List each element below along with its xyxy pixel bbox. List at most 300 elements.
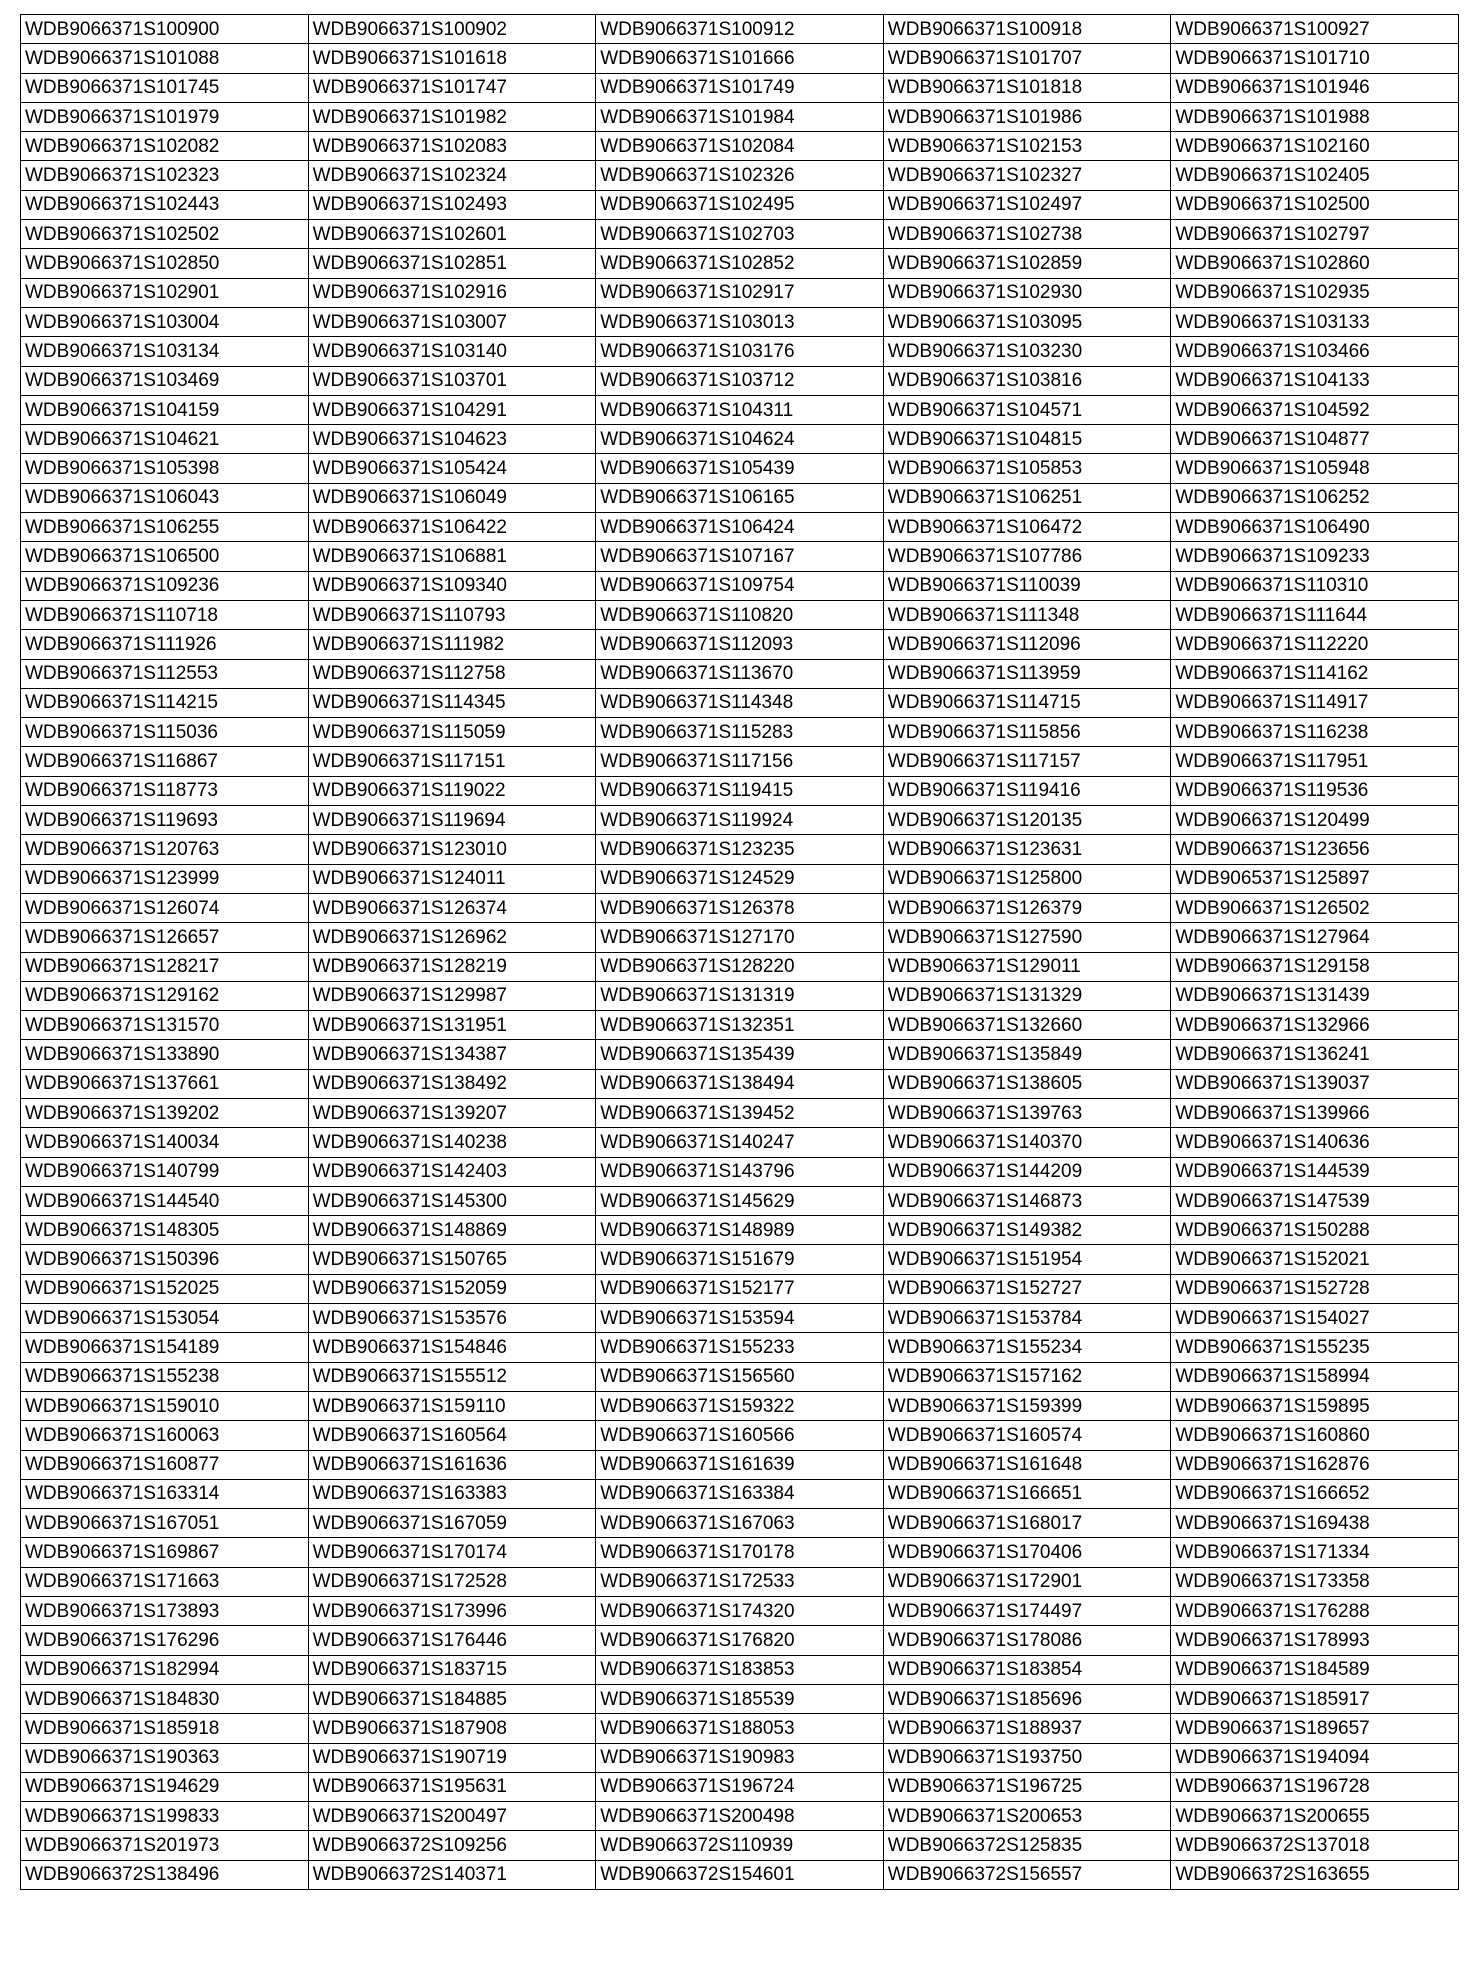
vin-cell: WDB9066371S102324 xyxy=(308,161,596,190)
vin-cell: WDB9066371S104291 xyxy=(308,395,596,424)
table-row xyxy=(21,1802,1459,1831)
vin-cell: WDB9066371S140247 xyxy=(596,1128,884,1157)
vin-cell: WDB9066371S159895 xyxy=(1171,1391,1459,1420)
vin-cell: WDB9066371S103140 xyxy=(308,337,596,366)
table-row xyxy=(21,1421,1459,1450)
vin-cell: WDB9066371S126502 xyxy=(1171,893,1459,922)
vin-cell: WDB9066371S162876 xyxy=(1171,1450,1459,1479)
vin-cell: WDB9066371S187908 xyxy=(308,1714,596,1743)
vin-cell: WDB9066371S106500 xyxy=(21,542,309,571)
vin-cell: WDB9066371S178086 xyxy=(883,1626,1171,1655)
table-row xyxy=(21,1714,1459,1743)
vin-cell: WDB9066371S103712 xyxy=(596,366,884,395)
vin-cell: WDB9066371S139037 xyxy=(1171,1069,1459,1098)
vin-cell: WDB9066371S101986 xyxy=(883,102,1171,131)
vin-cell: WDB9066371S147539 xyxy=(1171,1186,1459,1215)
vin-cell: WDB9066371S110820 xyxy=(596,600,884,629)
table-row xyxy=(21,1069,1459,1098)
table-row xyxy=(21,1304,1459,1333)
vin-cell: WDB9066371S172528 xyxy=(308,1567,596,1596)
vin-cell: WDB9066372S137018 xyxy=(1171,1831,1459,1860)
vin-cell: WDB9066371S160860 xyxy=(1171,1421,1459,1450)
vin-cell: WDB9066371S159399 xyxy=(883,1391,1171,1420)
vin-cell: WDB9066371S106251 xyxy=(883,483,1171,512)
table-row xyxy=(21,44,1459,73)
table-row xyxy=(21,952,1459,981)
vin-cell: WDB9066371S143796 xyxy=(596,1157,884,1186)
vin-cell: WDB9066371S170406 xyxy=(883,1538,1171,1567)
vin-cell: WDB9066371S190983 xyxy=(596,1743,884,1772)
vin-cell: WDB9066371S117156 xyxy=(596,747,884,776)
vin-cell: WDB9066371S107786 xyxy=(883,542,1171,571)
vin-cell: WDB9066371S117157 xyxy=(883,747,1171,776)
vin-cell: WDB9066371S104311 xyxy=(596,395,884,424)
vin-cell: WDB9066371S196728 xyxy=(1171,1772,1459,1801)
vin-cell: WDB9066371S115283 xyxy=(596,718,884,747)
table-row xyxy=(21,1245,1459,1274)
vin-cell: WDB9066371S114917 xyxy=(1171,688,1459,717)
vin-cell: WDB9066371S106490 xyxy=(1171,513,1459,542)
vin-cell: WDB9066371S112758 xyxy=(308,659,596,688)
vin-cell: WDB9066371S105398 xyxy=(21,454,309,483)
vin-cell: WDB9066371S129011 xyxy=(883,952,1171,981)
vin-cell: WDB9066371S183854 xyxy=(883,1655,1171,1684)
vin-cell: WDB9066371S172901 xyxy=(883,1567,1171,1596)
vin-cell: WDB9066371S101982 xyxy=(308,102,596,131)
vin-cell: WDB9066371S183715 xyxy=(308,1655,596,1684)
vin-cell: WDB9066371S113670 xyxy=(596,659,884,688)
vin-cell: WDB9066371S125800 xyxy=(883,864,1171,893)
vin-cell: WDB9066371S102083 xyxy=(308,132,596,161)
vin-cell: WDB9066371S104815 xyxy=(883,425,1171,454)
vin-cell: WDB9066371S152025 xyxy=(21,1274,309,1303)
vin-cell: WDB9066371S140636 xyxy=(1171,1128,1459,1157)
table-row xyxy=(21,278,1459,307)
vin-cell: WDB9066371S152727 xyxy=(883,1274,1171,1303)
vin-cell: WDB9066371S140238 xyxy=(308,1128,596,1157)
vin-cell: WDB9066371S173893 xyxy=(21,1597,309,1626)
table-row xyxy=(21,102,1459,131)
vin-cell: WDB9066371S114162 xyxy=(1171,659,1459,688)
vin-cell: WDB9066371S101818 xyxy=(883,73,1171,102)
vin-cell: WDB9066371S150396 xyxy=(21,1245,309,1274)
vin-cell: WDB9066371S105853 xyxy=(883,454,1171,483)
vin-cell: WDB9066371S140799 xyxy=(21,1157,309,1186)
vin-cell: WDB9066371S102327 xyxy=(883,161,1171,190)
vin-cell: WDB9066371S155512 xyxy=(308,1362,596,1391)
vin-cell: WDB9066371S126378 xyxy=(596,893,884,922)
vin-cell: WDB9066371S123010 xyxy=(308,835,596,864)
vin-cell: WDB9066371S185918 xyxy=(21,1714,309,1743)
vin-cell: WDB9066371S114715 xyxy=(883,688,1171,717)
vin-cell: WDB9066371S139207 xyxy=(308,1098,596,1127)
vin-cell: WDB9066371S119416 xyxy=(883,776,1171,805)
vin-cell: WDB9066371S103004 xyxy=(21,307,309,336)
vin-cell: WDB9066371S104621 xyxy=(21,425,309,454)
vin-cell: WDB9066371S106049 xyxy=(308,483,596,512)
vin-cell: WDB9066371S102738 xyxy=(883,220,1171,249)
vin-cell: WDB9066372S125835 xyxy=(883,1831,1171,1860)
vin-cell: WDB9066371S142403 xyxy=(308,1157,596,1186)
vin-cell: WDB9066371S167059 xyxy=(308,1509,596,1538)
vin-cell: WDB9066371S134387 xyxy=(308,1040,596,1069)
vin-cell: WDB9066371S110039 xyxy=(883,571,1171,600)
vin-cell: WDB9066371S166652 xyxy=(1171,1479,1459,1508)
vin-cell: WDB9066371S102326 xyxy=(596,161,884,190)
vin-cell: WDB9066371S152728 xyxy=(1171,1274,1459,1303)
table-row xyxy=(21,1626,1459,1655)
vin-cell: WDB9066371S102703 xyxy=(596,220,884,249)
table-row xyxy=(21,1772,1459,1801)
vin-cell: WDB9066371S102850 xyxy=(21,249,309,278)
vin-cell: WDB9066371S103134 xyxy=(21,337,309,366)
vin-cell: WDB9066371S102860 xyxy=(1171,249,1459,278)
table-row xyxy=(21,132,1459,161)
vin-cell: WDB9066371S104877 xyxy=(1171,425,1459,454)
vin-cell: WDB9066371S153576 xyxy=(308,1304,596,1333)
vin-cell: WDB9066371S195631 xyxy=(308,1772,596,1801)
vin-cell: WDB9066371S120135 xyxy=(883,806,1171,835)
vin-cell: WDB9066371S160574 xyxy=(883,1421,1171,1450)
vin-cell: WDB9066371S174497 xyxy=(883,1597,1171,1626)
vin-cell: WDB9066371S127590 xyxy=(883,923,1171,952)
vin-cell: WDB9066371S109754 xyxy=(596,571,884,600)
vin-cell: WDB9066371S102323 xyxy=(21,161,309,190)
vin-cell: WDB9066371S127964 xyxy=(1171,923,1459,952)
vin-cell: WDB9066371S132966 xyxy=(1171,1011,1459,1040)
table-row xyxy=(21,1597,1459,1626)
vin-cell: WDB9066371S176820 xyxy=(596,1626,884,1655)
vin-cell: WDB9066371S200498 xyxy=(596,1802,884,1831)
vin-cell: WDB9066371S129162 xyxy=(21,981,309,1010)
vin-cell: WDB9066371S104623 xyxy=(308,425,596,454)
vin-cell: WDB9066371S111348 xyxy=(883,600,1171,629)
vin-cell: WDB9066371S153594 xyxy=(596,1304,884,1333)
vin-cell: WDB9066371S185696 xyxy=(883,1684,1171,1713)
vin-cell: WDB9066371S124011 xyxy=(308,864,596,893)
vin-cell: WDB9066371S102851 xyxy=(308,249,596,278)
vin-cell: WDB9066371S119693 xyxy=(21,806,309,835)
vin-cell: WDB9066371S176296 xyxy=(21,1626,309,1655)
vin-cell: WDB9066371S103816 xyxy=(883,366,1171,395)
vin-cell: WDB9066371S184589 xyxy=(1171,1655,1459,1684)
vin-cell: WDB9066371S131319 xyxy=(596,981,884,1010)
vin-cell: WDB9066371S117151 xyxy=(308,747,596,776)
vin-cell: WDB9066371S105439 xyxy=(596,454,884,483)
vin-cell: WDB9066371S101745 xyxy=(21,73,309,102)
table-row xyxy=(21,1011,1459,1040)
vin-cell: WDB9066371S104571 xyxy=(883,395,1171,424)
vin-cell: WDB9066371S106165 xyxy=(596,483,884,512)
vin-cell: WDB9066371S139202 xyxy=(21,1098,309,1127)
vin-cell: WDB9066371S153054 xyxy=(21,1304,309,1333)
vin-cell: WDB9066371S101749 xyxy=(596,73,884,102)
vin-cell: WDB9066371S133890 xyxy=(21,1040,309,1069)
vin-cell: WDB9066371S126374 xyxy=(308,893,596,922)
vin-cell: WDB9066371S103469 xyxy=(21,366,309,395)
vin-cell: WDB9066371S200655 xyxy=(1171,1802,1459,1831)
vin-cell: WDB9066371S155233 xyxy=(596,1333,884,1362)
vin-cell: WDB9066371S112220 xyxy=(1171,630,1459,659)
vin-cell: WDB9066371S173996 xyxy=(308,1597,596,1626)
table-row xyxy=(21,1860,1459,1889)
vin-cell: WDB9066371S128217 xyxy=(21,952,309,981)
table-row xyxy=(21,1391,1459,1420)
vin-cell: WDB9066371S157162 xyxy=(883,1362,1171,1391)
table-row xyxy=(21,454,1459,483)
vin-cell: WDB9066371S146873 xyxy=(883,1186,1171,1215)
vin-cell: WDB9066371S149382 xyxy=(883,1216,1171,1245)
table-row xyxy=(21,1479,1459,1508)
vin-cell: WDB9066371S102443 xyxy=(21,190,309,219)
vin-cell: WDB9066371S171334 xyxy=(1171,1538,1459,1567)
vin-cell: WDB9066371S106424 xyxy=(596,513,884,542)
vin-cell: WDB9066371S126657 xyxy=(21,923,309,952)
vin-cell: WDB9066371S154027 xyxy=(1171,1304,1459,1333)
vin-cell: WDB9066371S163314 xyxy=(21,1479,309,1508)
vin-cell: WDB9066371S168017 xyxy=(883,1509,1171,1538)
vin-cell: WDB9066371S103013 xyxy=(596,307,884,336)
table-row xyxy=(21,659,1459,688)
vin-cell: WDB9066371S161639 xyxy=(596,1450,884,1479)
vin-cell: WDB9066371S178993 xyxy=(1171,1626,1459,1655)
vin-cell: WDB9066371S102917 xyxy=(596,278,884,307)
vin-cell: WDB9066372S138496 xyxy=(21,1860,309,1889)
vin-cell: WDB9066371S176288 xyxy=(1171,1597,1459,1626)
vin-cell: WDB9066371S101984 xyxy=(596,102,884,131)
vin-cell: WDB9066371S101710 xyxy=(1171,44,1459,73)
vin-cell: WDB9066371S172533 xyxy=(596,1567,884,1596)
vin-cell: WDB9066371S111982 xyxy=(308,630,596,659)
vin-cell: WDB9066371S100900 xyxy=(21,15,309,44)
vin-cell: WDB9066371S150288 xyxy=(1171,1216,1459,1245)
vin-cell: WDB9066371S123999 xyxy=(21,864,309,893)
vin-cell: WDB9066372S163655 xyxy=(1171,1860,1459,1889)
vin-cell: WDB9066371S102859 xyxy=(883,249,1171,278)
vin-cell: WDB9066371S194629 xyxy=(21,1772,309,1801)
vin-cell: WDB9066371S151954 xyxy=(883,1245,1171,1274)
vin-cell: WDB9066371S119536 xyxy=(1171,776,1459,805)
vin-cell: WDB9066371S176446 xyxy=(308,1626,596,1655)
table-row xyxy=(21,483,1459,512)
table-row xyxy=(21,776,1459,805)
vin-cell: WDB9066371S163384 xyxy=(596,1479,884,1508)
vin-cell: WDB9066371S106043 xyxy=(21,483,309,512)
table-row xyxy=(21,718,1459,747)
vin-cell: WDB9066371S109233 xyxy=(1171,542,1459,571)
vin-cell: WDB9066371S106472 xyxy=(883,513,1171,542)
vin-cell: WDB9066371S194094 xyxy=(1171,1743,1459,1772)
vin-cell: WDB9066371S103701 xyxy=(308,366,596,395)
vin-cell: WDB9066371S128219 xyxy=(308,952,596,981)
vin-cell: WDB9066371S132660 xyxy=(883,1011,1171,1040)
vin-cell: WDB9066371S100927 xyxy=(1171,15,1459,44)
vin-cell: WDB9066371S101946 xyxy=(1171,73,1459,102)
vin-cell: WDB9066371S155234 xyxy=(883,1333,1171,1362)
vin-cell: WDB9066371S139966 xyxy=(1171,1098,1459,1127)
table-row xyxy=(21,893,1459,922)
vin-cell: WDB9066371S105424 xyxy=(308,454,596,483)
table-row xyxy=(21,571,1459,600)
vin-cell: WDB9066371S127170 xyxy=(596,923,884,952)
table-row xyxy=(21,220,1459,249)
vin-cell: WDB9066371S103230 xyxy=(883,337,1171,366)
vin-cell: WDB9066371S144539 xyxy=(1171,1157,1459,1186)
vin-cell: WDB9066371S196724 xyxy=(596,1772,884,1801)
vin-cell: WDB9066371S159010 xyxy=(21,1391,309,1420)
vin-cell: WDB9066371S159322 xyxy=(596,1391,884,1420)
vin-cell: WDB9066371S183853 xyxy=(596,1655,884,1684)
vin-cell: WDB9066371S102082 xyxy=(21,132,309,161)
vin-cell: WDB9066371S120763 xyxy=(21,835,309,864)
vin-cell: WDB9066371S115856 xyxy=(883,718,1171,747)
vin-cell: WDB9066371S101988 xyxy=(1171,102,1459,131)
vin-cell: WDB9066371S115036 xyxy=(21,718,309,747)
vin-cell: WDB9066371S115059 xyxy=(308,718,596,747)
vin-cell: WDB9066371S102930 xyxy=(883,278,1171,307)
table-row xyxy=(21,161,1459,190)
vin-cell: WDB9066371S155238 xyxy=(21,1362,309,1391)
table-row xyxy=(21,1567,1459,1596)
vin-cell: WDB9066371S128220 xyxy=(596,952,884,981)
table-row xyxy=(21,1098,1459,1127)
vin-cell: WDB9066371S103007 xyxy=(308,307,596,336)
table-row xyxy=(21,981,1459,1010)
vin-cell: WDB9066371S167051 xyxy=(21,1509,309,1538)
vin-cell: WDB9066372S110939 xyxy=(596,1831,884,1860)
vin-cell: WDB9066371S103176 xyxy=(596,337,884,366)
vin-cell: WDB9066371S193750 xyxy=(883,1743,1171,1772)
vin-cell: WDB9066371S159110 xyxy=(308,1391,596,1420)
vin-cell: WDB9066371S109340 xyxy=(308,571,596,600)
vin-cell: WDB9066371S112093 xyxy=(596,630,884,659)
vin-cell: WDB9066371S110310 xyxy=(1171,571,1459,600)
vin-cell: WDB9066371S102500 xyxy=(1171,190,1459,219)
table-row xyxy=(21,688,1459,717)
vin-cell: WDB9066371S163383 xyxy=(308,1479,596,1508)
vin-cell: WDB9066371S112553 xyxy=(21,659,309,688)
vin-cell: WDB9066371S102901 xyxy=(21,278,309,307)
vin-cell: WDB9066371S136241 xyxy=(1171,1040,1459,1069)
table-row xyxy=(21,1362,1459,1391)
vin-cell: WDB9066371S120499 xyxy=(1171,806,1459,835)
vin-cell: WDB9066371S102160 xyxy=(1171,132,1459,161)
vin-cell: WDB9066371S119924 xyxy=(596,806,884,835)
vin-cell: WDB9066371S119022 xyxy=(308,776,596,805)
vin-cell: WDB9066371S106881 xyxy=(308,542,596,571)
vin-cell: WDB9066371S140370 xyxy=(883,1128,1171,1157)
vin-cell: WDB9066371S201973 xyxy=(21,1831,309,1860)
vin-cell: WDB9066371S135439 xyxy=(596,1040,884,1069)
vin-cell: WDB9066371S148989 xyxy=(596,1216,884,1245)
vin-cell: WDB9066371S166651 xyxy=(883,1479,1171,1508)
vin-cell: WDB9066371S129987 xyxy=(308,981,596,1010)
table-row xyxy=(21,395,1459,424)
vin-cell: WDB9066371S173358 xyxy=(1171,1567,1459,1596)
vin-cell: WDB9066371S105948 xyxy=(1171,454,1459,483)
vin-cell: WDB9066371S118773 xyxy=(21,776,309,805)
vin-cell: WDB9066371S102935 xyxy=(1171,278,1459,307)
table-row xyxy=(21,1509,1459,1538)
vin-cell: WDB9066371S104133 xyxy=(1171,366,1459,395)
vin-cell: WDB9066371S161636 xyxy=(308,1450,596,1479)
vin-cell: WDB9066371S103466 xyxy=(1171,337,1459,366)
vin-cell: WDB9066371S196725 xyxy=(883,1772,1171,1801)
table-row xyxy=(21,249,1459,278)
table-row xyxy=(21,190,1459,219)
vin-cell: WDB9066371S188937 xyxy=(883,1714,1171,1743)
table-row xyxy=(21,73,1459,102)
vin-cell: WDB9066371S110718 xyxy=(21,600,309,629)
vin-cell: WDB9066371S155235 xyxy=(1171,1333,1459,1362)
vin-cell: WDB9066371S102797 xyxy=(1171,220,1459,249)
vin-cell: WDB9066371S144540 xyxy=(21,1186,309,1215)
vin-cell: WDB9066371S140034 xyxy=(21,1128,309,1157)
vin-cell: WDB9066371S101979 xyxy=(21,102,309,131)
vin-cell: WDB9066371S199833 xyxy=(21,1802,309,1831)
vin-cell: WDB9066371S150765 xyxy=(308,1245,596,1274)
vin-cell: WDB9066371S139452 xyxy=(596,1098,884,1127)
vin-cell: WDB9066371S138492 xyxy=(308,1069,596,1098)
vin-cell: WDB9066371S145629 xyxy=(596,1186,884,1215)
vin-cell: WDB9066371S158994 xyxy=(1171,1362,1459,1391)
vin-cell: WDB9066371S103133 xyxy=(1171,307,1459,336)
vin-cell: WDB9066371S184830 xyxy=(21,1684,309,1713)
table-row xyxy=(21,366,1459,395)
vin-cell: WDB9066371S112096 xyxy=(883,630,1171,659)
vin-cell: WDB9066371S102852 xyxy=(596,249,884,278)
vin-cell: WDB9066371S101666 xyxy=(596,44,884,73)
vin-cell: WDB9066371S160877 xyxy=(21,1450,309,1479)
vin-cell: WDB9066372S109256 xyxy=(308,1831,596,1860)
vin-cell: WDB9066371S114215 xyxy=(21,688,309,717)
table-row xyxy=(21,337,1459,366)
vin-cell: WDB9066371S154189 xyxy=(21,1333,309,1362)
vin-cell: WDB9066371S137661 xyxy=(21,1069,309,1098)
vin-cell: WDB9066371S114345 xyxy=(308,688,596,717)
table-row xyxy=(21,1128,1459,1157)
vin-cell: WDB9066371S102502 xyxy=(21,220,309,249)
table-row xyxy=(21,1538,1459,1567)
vin-cell: WDB9066371S132351 xyxy=(596,1011,884,1040)
table-row xyxy=(21,864,1459,893)
vin-cell: WDB9066371S152059 xyxy=(308,1274,596,1303)
vin-cell: WDB9066371S189657 xyxy=(1171,1714,1459,1743)
vin-cell: WDB9066371S106255 xyxy=(21,513,309,542)
vin-cell: WDB9066371S124529 xyxy=(596,864,884,893)
table-row xyxy=(21,835,1459,864)
vin-cell: WDB9066371S190363 xyxy=(21,1743,309,1772)
table-row xyxy=(21,15,1459,44)
vin-cell: WDB9066371S152177 xyxy=(596,1274,884,1303)
vin-cell: WDB9066371S148869 xyxy=(308,1216,596,1245)
vin-cell: WDB9066371S188053 xyxy=(596,1714,884,1743)
vin-cell: WDB9066371S160564 xyxy=(308,1421,596,1450)
vin-cell: WDB9066371S135849 xyxy=(883,1040,1171,1069)
vin-cell: WDB9066371S109236 xyxy=(21,571,309,600)
vin-cell: WDB9066371S116867 xyxy=(21,747,309,776)
vin-cell: WDB9066371S110793 xyxy=(308,600,596,629)
table-row xyxy=(21,630,1459,659)
vin-cell: WDB9066371S126962 xyxy=(308,923,596,952)
vin-cell: WDB9066371S152021 xyxy=(1171,1245,1459,1274)
vin-cell: WDB9066371S153784 xyxy=(883,1304,1171,1333)
vin-cell: WDB9066371S104592 xyxy=(1171,395,1459,424)
vin-cell: WDB9066371S182994 xyxy=(21,1655,309,1684)
vin-cell: WDB9066371S117951 xyxy=(1171,747,1459,776)
vin-cell: WDB9066371S114348 xyxy=(596,688,884,717)
table-row xyxy=(21,513,1459,542)
